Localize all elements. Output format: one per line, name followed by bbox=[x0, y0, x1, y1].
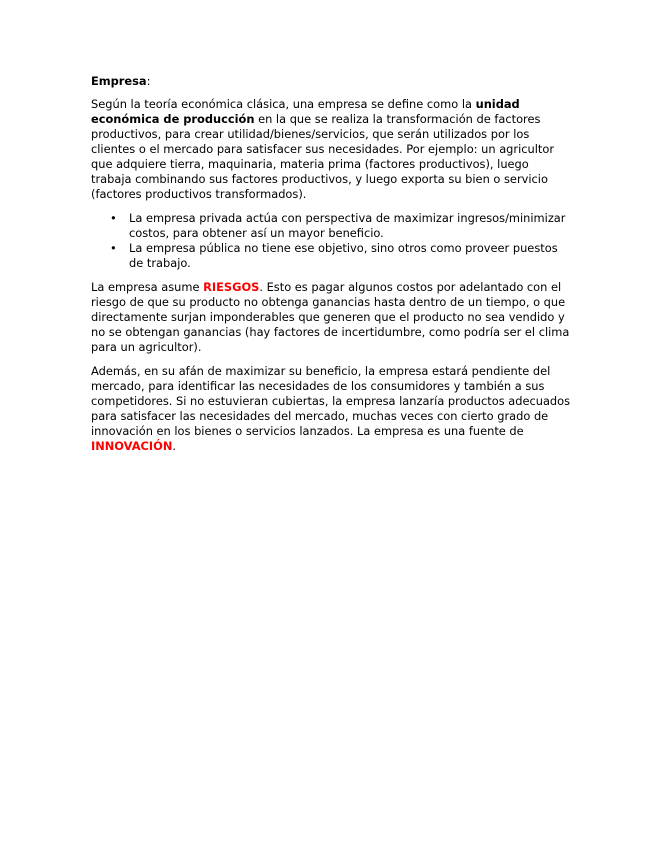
document-heading bbox=[91, 74, 571, 89]
paragraph-definition-bold-term: unidad económica de producción bbox=[91, 97, 520, 126]
bullet-list bbox=[91, 211, 571, 271]
paragraph-risks-end: . Esto es pagar algunos costos por adelantado con el riesgo de que su producto no obtenga ganancias hasta dentro de un tiempo, o que directamente surjan imponderables que generen que el producto no sea vendido y no se obtengan ganancias (hay factores de incertidumbre, como podría ser el clima para un agricultor). bbox=[91, 280, 570, 354]
paragraph-definition-end: en la que se realiza la transformación de factores productivos, para crear utilidad/bienes/servicios, que serán utilizados por los clientes o el mercado para satisfacer sus necesidades. Por ejemplo: un agricultor que adquiere tierra, maquinaria, materia prima (factores productivos), luego trabaja combinando sus factores productivos, y luego exporta su bien o servicio (factores productivos transformados). bbox=[91, 112, 555, 201]
paragraph-innovation bbox=[91, 364, 571, 454]
paragraph-risks bbox=[91, 280, 571, 355]
heading-suffix: : bbox=[146, 74, 151, 88]
list-item bbox=[91, 211, 571, 241]
paragraph-definition bbox=[91, 97, 571, 202]
heading-title: Empresa bbox=[91, 74, 147, 88]
document-page bbox=[91, 74, 571, 463]
risks-highlight: RIESGOS bbox=[203, 280, 260, 294]
paragraph-innovation-end: . bbox=[172, 439, 176, 453]
bullet-marker: • bbox=[110, 241, 117, 255]
bullet-marker: • bbox=[110, 211, 117, 225]
list-item bbox=[91, 241, 571, 271]
paragraph-innovation-start: Además, en su afán de maximizar su beneficio, la empresa estará pendiente del mercado, para identificar las necesidades de los consumidores y también a sus competidores. Si no estuvieran cubiertas, la empresa lanzaría productos adecuados para satisfacer las necesidades del mercado, muchas veces con cierto grado de innovación en los bienes o servicios lanzados. La empresa es una fuente de bbox=[91, 364, 571, 438]
paragraph-risks-start: La empresa asume bbox=[91, 280, 204, 294]
list-item-text: La empresa privada actúa con perspectiva de maximizar ingresos/minimizar costos, para obtener así un mayor beneficio. bbox=[129, 211, 566, 240]
paragraph-definition-start: Según la teoría económica clásica, una empresa se define como la bbox=[91, 97, 476, 111]
innovation-highlight: INNOVACIÓN bbox=[91, 439, 173, 453]
list-item-text: La empresa pública no tiene ese objetivo, sino otros como proveer puestos de trabajo. bbox=[129, 241, 558, 270]
